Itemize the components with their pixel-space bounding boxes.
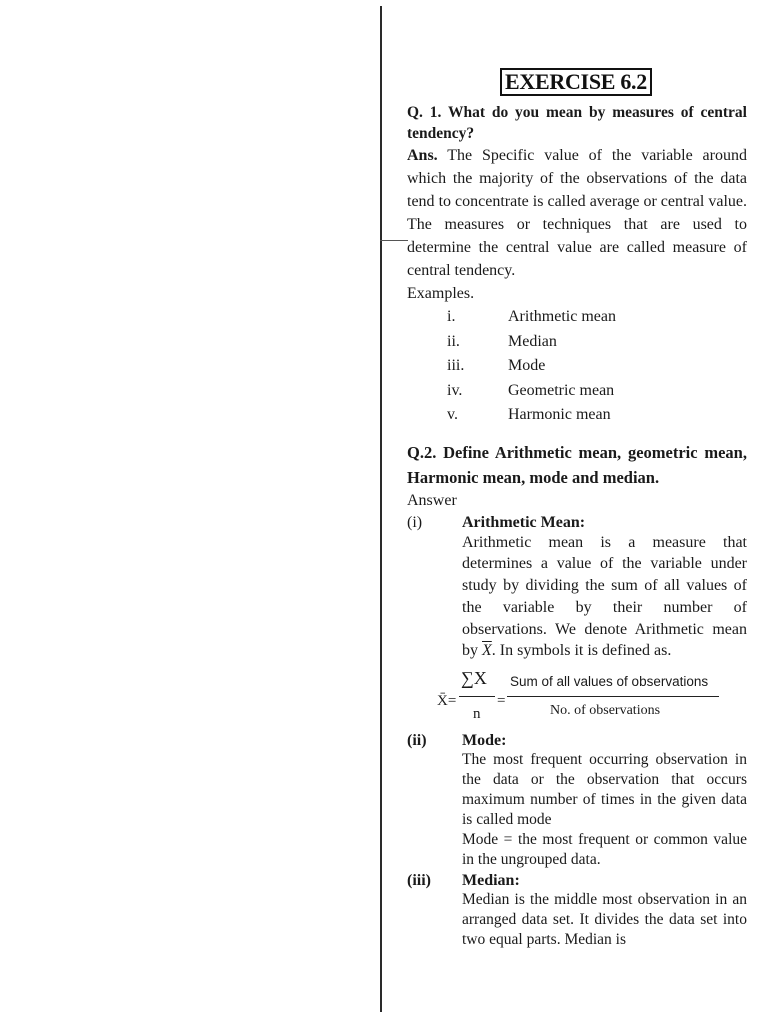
formula-denominator: n bbox=[473, 706, 481, 723]
scan-artifact-line bbox=[380, 240, 408, 241]
fraction-bar bbox=[459, 696, 495, 697]
mode-heading bbox=[407, 732, 747, 750]
list-item-text: Median bbox=[508, 332, 557, 350]
formula-rhs-denominator: No. of observations bbox=[550, 703, 661, 719]
section-tag: (ii) bbox=[407, 732, 427, 750]
section-heading: Mode: bbox=[462, 732, 507, 750]
fraction-bar bbox=[507, 696, 719, 697]
examples-list bbox=[407, 305, 747, 428]
q1-answer-text: The Specific value of the variable around which the majority of the observations of the data tend to concentrate is called average or central value. The measures or techniques that are used to determine the central value are called measure of central tendency. bbox=[407, 147, 747, 279]
exercise-title: EXERCISE 6.2 bbox=[500, 68, 652, 96]
list-item-text: Arithmetic mean bbox=[508, 308, 616, 325]
formula-lhs: X̄= bbox=[437, 693, 457, 710]
median-heading bbox=[407, 872, 747, 890]
list-item bbox=[407, 354, 747, 379]
q1-answer bbox=[407, 144, 747, 282]
q2-question-rest: Arithmetic mean, geometric mean, Harmonic mean, mode and median. bbox=[407, 442, 747, 487]
list-item bbox=[407, 330, 747, 355]
am-text: Arithmetic mean is a measure that determines a value of the variable under study by dividing the sum of all values of the variable by their number of observations. We denote Arithmetic mean by bbox=[462, 533, 747, 660]
list-item-number: v. bbox=[447, 406, 458, 423]
section-tag: (iii) bbox=[407, 872, 431, 890]
mode-formula-text: Mode = the most frequent or common value in the ungrouped data. bbox=[462, 831, 747, 869]
page-content bbox=[407, 68, 747, 950]
formula-rhs-numerator: Sum of all values of observations bbox=[510, 674, 709, 690]
am-symbol: $\overline{X}$ bbox=[482, 642, 492, 660]
list-item-text: Harmonic mean bbox=[508, 406, 611, 423]
formula-equals: = bbox=[497, 693, 506, 710]
formula-numerator: ∑X bbox=[461, 668, 487, 689]
answer-label: Answer bbox=[407, 491, 457, 509]
q1-ans-label: Ans. bbox=[407, 147, 438, 164]
list-item bbox=[407, 379, 747, 404]
section-heading: Median: bbox=[462, 872, 520, 890]
am-text-after: . In symbols it is defined as. bbox=[491, 642, 672, 660]
mean-formula bbox=[407, 668, 747, 730]
list-item-number: i. bbox=[447, 308, 456, 325]
section-heading: Arithmetic Mean: bbox=[462, 513, 586, 531]
list-item-number: ii. bbox=[447, 332, 460, 350]
section-tag: (i) bbox=[407, 513, 423, 531]
q1-question: Q. 1. What do you mean by measures of central tendency? bbox=[407, 104, 747, 142]
list-item-number: iv. bbox=[447, 381, 463, 399]
examples-label: Examples. bbox=[407, 285, 475, 302]
arithmetic-mean-text bbox=[462, 532, 747, 663]
exercise-title-wrap bbox=[405, 68, 747, 96]
list-item-text: Mode bbox=[508, 357, 546, 374]
list-item bbox=[407, 305, 747, 330]
arithmetic-mean-heading bbox=[407, 514, 747, 532]
mode-text: The most frequent occurring observation in the data or the observation that occurs maximum number of times in the given data is called mode bbox=[462, 751, 747, 829]
median-text: Median is the middle most observation in an arranged data set. It divides the data set into two equal parts. Median is bbox=[462, 891, 747, 949]
list-item-text: Geometric mean bbox=[508, 381, 615, 399]
page-gutter-line bbox=[380, 6, 382, 1012]
list-item bbox=[407, 403, 747, 428]
list-item-number: iii. bbox=[447, 357, 465, 374]
q2-question-prefix: Q.2. Define bbox=[407, 442, 489, 462]
q2-question bbox=[407, 440, 747, 490]
